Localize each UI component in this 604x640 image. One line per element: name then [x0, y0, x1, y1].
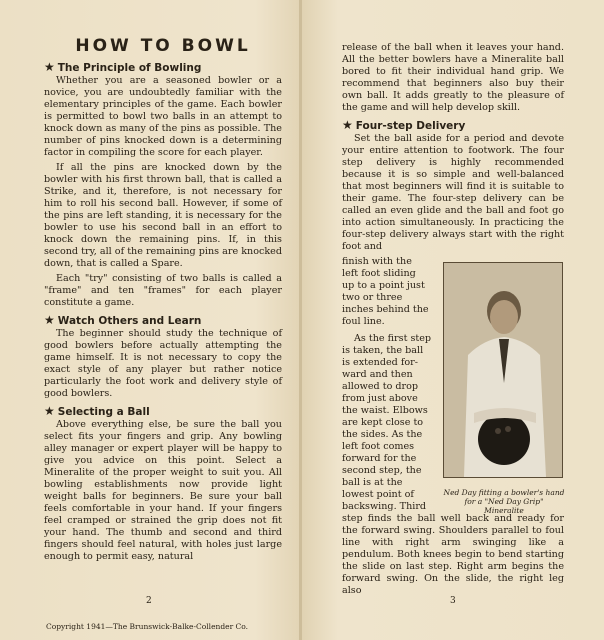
paragraph: Above everything else, be sure the ball you select fits your fingers and grip. Any bowling alley manager or expert player will be happy to give you advice on this point. Select a Mineralite of the proper weight to suit you. All bowling establishments now provide light weight balls for beginners. Be sure your ball feels comfortable in your hand. If your fingers feel cramped or strained the grip does not fit your hand. The thumb and second and third fingers should feel natural, with holes just large enough to permit easy, natural	[44, 419, 282, 562]
page-number: 2	[146, 596, 152, 606]
wrapped-line: left foot sliding	[342, 268, 416, 279]
wrapped-line: lowest point of	[342, 489, 414, 500]
copyright-line: Copyright 1941—The Brunswick-Balke-Collender Co.	[46, 622, 249, 631]
section-heading-principle: ★ The Principle of Bowling	[44, 60, 202, 74]
photo-illustration	[444, 263, 562, 477]
section-heading-four-step: ★ Four-step Delivery	[342, 118, 466, 132]
wrapped-line: are kept close to	[342, 417, 424, 428]
wrapped-line: the sides. As the	[342, 429, 423, 440]
page-title: HOW TO BOWL	[75, 36, 251, 56]
wrapped-line: second step, the	[342, 465, 422, 476]
star-icon: ★	[44, 60, 55, 74]
wrapped-line: two or three	[342, 292, 403, 303]
star-icon: ★	[44, 404, 55, 418]
wrapped-line: allowed to drop	[342, 381, 419, 392]
paragraph: Whether you are a seasoned bowler or a novice, you are undoubtedly familiar with the elementary principles of the game. Each bowler is permitted to bowl two balls in an attempt to knock down as many of the pins as possible. The number of pins knocked down is a determining factor in compiling the score for each player.	[44, 75, 282, 158]
wrapped-line: As the first step	[354, 333, 432, 344]
left-column	[44, 36, 282, 566]
wrapped-line: inches behind the	[342, 304, 429, 315]
photo-caption: Ned Day fitting a bowler's hand for a "Ned Day Grip" Mineralite	[443, 488, 565, 515]
section-heading-selecting-ball: ★ Selecting a Ball	[44, 404, 150, 418]
wrapped-line: ward and then	[342, 369, 413, 380]
paragraph: Each "try" consisting of two balls is called a "frame" and ten "frames" for each player constitute a game.	[44, 273, 282, 308]
photo-ned-day	[443, 262, 563, 475]
wrapped-line: is extended for-	[342, 357, 419, 368]
left-page	[0, 0, 300, 640]
paragraph: step finds the ball well back and ready for the forward swing. Shoulders parallel to foul line with right arm swinging like a pendulum. Both knees begin to bend starting the slide on last step. Right arm begins the forward swing. On the slide, the right leg also	[342, 513, 564, 596]
paragraph: The beginner should study the technique of good bowlers before actually attempting the game himself. It is not necessary to copy the exact style of any player but rather notice particularly the foot work and delivery style of good bowlers.	[44, 328, 282, 399]
paragraph-continuation: release of the ball when it leaves your hand. All the better bowlers have a Mineralite ball bored to fit their individual hand grip. We recommend that beginners also buy their own ball. It adds greatly to the pleasure of the game and will help develop skill.	[342, 42, 564, 113]
wrapped-line: left foot comes	[342, 441, 415, 452]
wrapped-line: foul line.	[342, 316, 385, 327]
paragraph: If all the pins are knocked down by the bowler with his first thrown ball, that is called a Strike, and it, therefore, is not necessary for him to roll his second ball. However, if some of the pins are left standing, it is necessary for the bowler to use his second ball in an effort to knock down the remaining pins. If, in this second try, all of the remaining pins are knocked down, that is called a Spare.	[44, 162, 282, 269]
wrapped-line: ball is at the	[342, 477, 403, 488]
wrapped-line: is taken, the ball	[342, 345, 424, 356]
paragraph: Set the ball aside for a period and devote your entire attention to footwork. The four step delivery is highly recommended because it is so simple and well-balanced that most beginners will find it is suitable to their game. The four-step delivery can be called an even glide and the ball and foot go into action simultaneously. In practicing the four-step delivery always start with the right foot and	[342, 133, 564, 252]
star-icon: ★	[342, 118, 353, 132]
wrapped-line: up to a point just	[342, 280, 425, 291]
page-number: 3	[450, 596, 456, 606]
wrapped-line: finish with the	[342, 256, 412, 267]
photo-image	[443, 262, 563, 478]
wrapped-line: the waist. Elbows	[342, 405, 428, 416]
wrapped-text-block	[342, 256, 434, 513]
section-heading-watch-others: ★ Watch Others and Learn	[44, 313, 202, 327]
wrapped-line: forward for the	[342, 453, 417, 464]
wrapped-line: backswing. Third	[342, 501, 427, 512]
wrapped-line: from just above	[342, 393, 418, 404]
star-icon: ★	[44, 313, 55, 327]
